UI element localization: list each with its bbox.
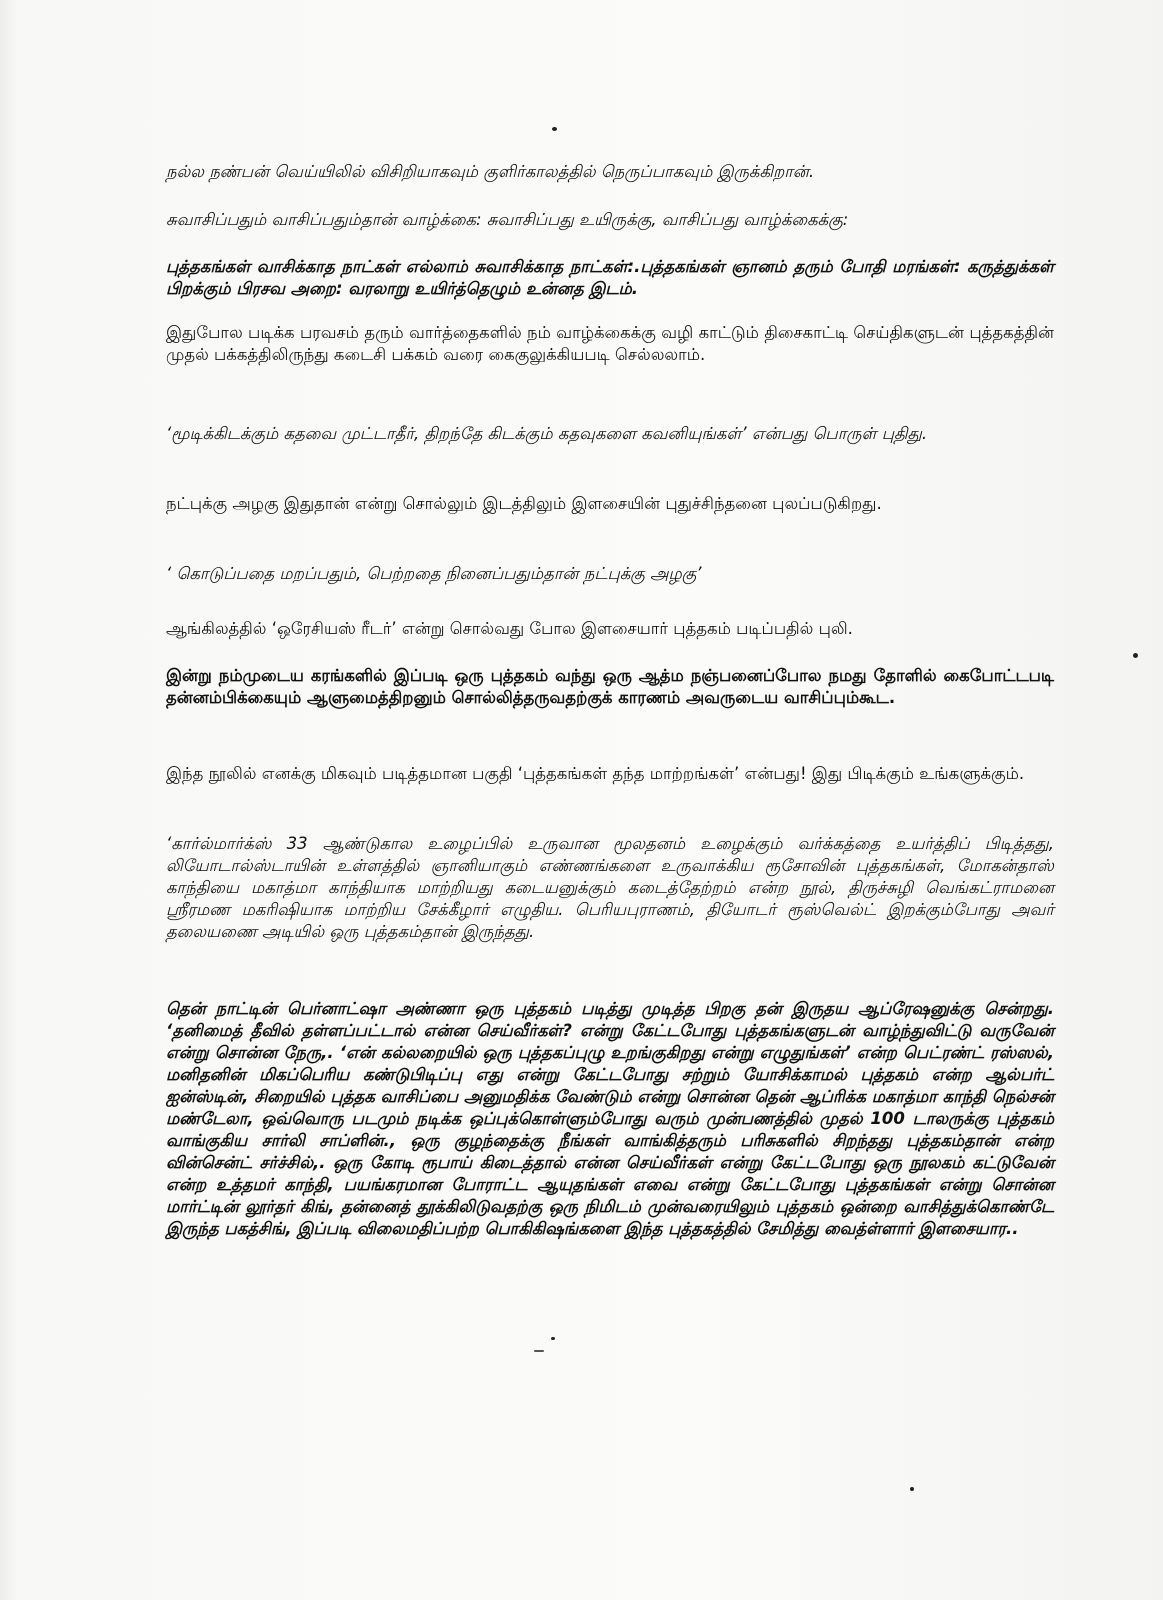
scan-speck: [552, 127, 557, 131]
paragraph-9: இன்று நம்முடைய கரங்களில் இப்படி ஒரு புத்தகம் வந்து ஒரு ஆத்ம நஞ்பனைப்போல நமது தோளில் கைபோட்டபடி தன்னம்பிக்கையும் ஆளுமைத்திறனும் சொல்லித்தருவதற்குக் காரணம் அவருடைய வாசிப்பும்கூட.: [166, 666, 1054, 707]
paragraph-2: சுவாசிப்பதும் வாசிப்பதும்தான் வாழ்க்கை: சுவாசிப்பது உயிருக்கு, வாசிப்பது வாழ்க்கைக்கு:: [166, 210, 849, 229]
paragraph-1: நல்ல நண்பன் வெய்யிலில் விசிறியாகவும் குளிர்காலத்தில் நெருப்பாகவும் இருக்கிறான்.: [166, 162, 815, 181]
scan-speck: [1133, 653, 1138, 658]
paragraph-11: ‘கார்ல்மார்க்ஸ் 33 ஆண்டுகால உழைப்பில் உருவான மூலதனம் உழைக்கும் வர்க்கத்தை உயர்த்திப் பிடித்தது, லியோடால்ஸ்டாயின் உள்ளத்தில் ஞானியாகும் எண்ணங்களை உருவாக்கிய ரூசோவின் புத்தகங்கள், மோகன்தாஸ் காந்தியை மகாத்மா காந்தியாக மாற்றியது கடையனுக்கும் கடைத்தேற்றம் என்ற நூல், திருச்சுழி வெங்கட்ராமனை ஸ்ரீரமண மகரிஷியாக மாற்றிய சேக்கீழார் எழுதிய. பெரியபுராணம், தியோடர் ரூஸ்வெல்ட் இறக்கும்போது அவர் தலையணை அடியில் ஒரு புத்தகம்தான் இருந்தது.: [166, 834, 1054, 941]
paragraph-6: நட்புக்கு அழகு இதுதான் என்று சொல்லும் இடத்திலும் இளசையின் புதுச்சிந்தனை புலப்படுகிறது.: [166, 494, 882, 513]
scan-speck: [910, 1487, 914, 1491]
paragraph-4: இதுபோல படிக்க பரவசம் தரும் வார்த்தைகளில் நம் வாழ்க்கைக்கு வழி காட்டும் திசைகாட்டி செய்திகளுடன் புத்தகத்தின் முதல் பக்கத்திலிருந்து கடைசி பக்கம் வரை கைகுலுக்கியபடி செல்லலாம்.: [166, 323, 1054, 364]
paragraph-5: ‘மூடிக்கிடக்கும் கதவை முட்டாதீர், திறந்தே கிடக்கும் கதவுகளை கவனியுங்கள்’ என்பது பொருள் புதிது.: [166, 424, 928, 443]
scan-speck: [551, 1337, 555, 1340]
scan-speck: [534, 1350, 544, 1352]
paragraph-8: ஆங்கிலத்தில் ‘ஒரேசியஸ் ரீடர்’ என்று சொல்வது போல இளசையார் புத்தகம் படிப்பதில் புலி.: [166, 619, 853, 638]
paragraph-10: இந்த நூலில் எனக்கு மிகவும் படித்தமான பகுதி ‘புத்தகங்கள் தந்த மாற்றங்கள்’ என்பது! இது பிடிக்கும் உங்களுக்கும்.: [166, 764, 1025, 783]
paragraph-12: தென் நாட்டின் பெர்னாட்ஷா அண்ணா ஒரு புத்தகம் படித்து முடித்த பிறகு தன் இருதய ஆப்ரேஷனுக்கு சென்றது. ‘தனிமைத் தீவில் தள்ளப்பட்டால் என்ன செய்வீர்கள்? என்று கேட்டபோது புத்தகங்களுடன் வாழ்ந்துவிட்டு வருவேன் என்று சொன்ன நேரு,. ‘என் கல்லறையில் ஒரு புத்தகப்புழு உறங்குகிறது என்று எழுதுங்கள்’ என்ற பெட்ரண்ட் ரஸ்ஸல், மனிதனின் மிகப்பெரிய கண்டுபிடிப்பு எது என்று கேட்டபோது சற்றும் யோசிக்காமல் புத்தகம் என்ற ஆல்பர்ட் ஐன்ஸ்டின், சிறையில் புத்தக வாசிப்பை அனுமதிக்க வேண்டும் என்று சொன்ன தென் ஆப்ரிக்க மகாத்மா காந்தி நெல்சன் மண்டேலா, ஒவ்வொரு படமும் நடிக்க ஒப்புக்கொள்ளும்போது வரும் முன்பணத்தில் முதல் 100 டாலருக்கு புத்தகம் வாங்குகிய சார்லி சாப்ளின்., ஒரு குழந்தைக்கு நீங்கள் வாங்கித்தரும் பரிசுகளில் சிறந்தது புத்தகம்தான் என்ற வின்சென்ட் சர்ச்சில்,. ஒரு கோடி ரூபாய் கிடைத்தால் என்ன செய்வீர்கள் என்று கேட்டபோது ஒரு நூலகம் கட்டுவேன் என்ற உத்தமர் காந்தி, பயங்கரமான போராட்ட ஆயுதங்கள் எவை என்று கேட்டபோது புத்தகங்கள் என்று சொன்ன மார்ட்டின் லூர்தர் கிங், தன்னைத் தூக்கிலிடுவதற்கு ஒரு நிமிடம் முன்வரையிலும் புத்தகம் ஒன்றை வாசித்துக்கொண்டே இருந்த பகத்சிங், இப்படி விலைமதிப்பற்ற பொகிகிஷங்களை இந்த புத்தகத்தில் சேமித்து வைத்ள்ளார் இளசையார..: [166, 999, 1055, 1238]
paragraph-3: புத்தகங்கள் வாசிக்காத நாட்கள் எல்லாம் சுவாசிக்காத நாட்கள்:.புத்தகங்கள் ஞானம் தரும் போதி மரங்கள்: கருத்துக்கள் பிறக்கும் பிரசவ அறை: வரலாறு உயிர்த்தெழும் உன்னத இடம்.: [166, 257, 1054, 298]
paragraph-7: ‘ கொடுப்பதை மறப்பதும், பெற்றதை நினைப்பதும்தான் நட்புக்கு அழகு’: [166, 564, 702, 583]
